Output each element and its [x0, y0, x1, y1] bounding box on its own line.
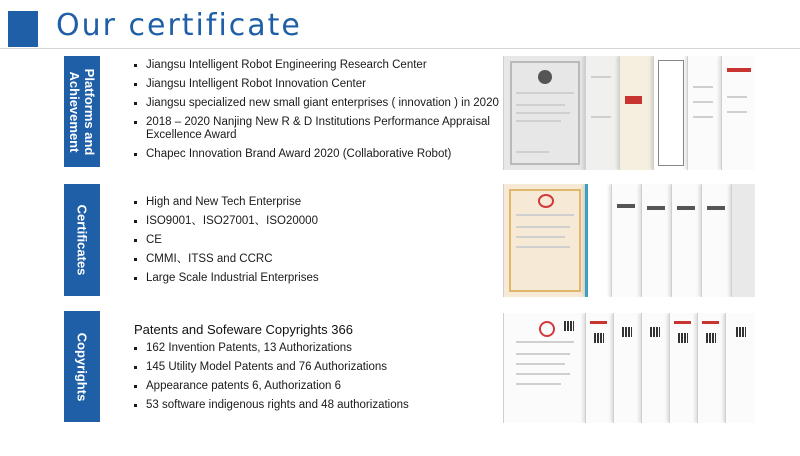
list-item: 162 Invention Patents, 13 Authorizations [134, 342, 409, 355]
certificate-image [701, 184, 732, 297]
list-item: CE [134, 234, 319, 247]
list-item: High and New Tech Enterprise [134, 196, 319, 209]
section-tab-label: Certificates [74, 204, 90, 276]
list-item: Appearance patents 6, Authorization 6 [134, 380, 409, 393]
list-item: Chapec Innovation Brand Award 2020 (Collaborative Robot) [134, 148, 499, 161]
copyrights-heading: Patents and Sofeware Copyrights 366 [134, 322, 353, 337]
section-tab-platforms [64, 56, 100, 167]
patent-certificate-image [585, 313, 614, 423]
certificate-image [611, 184, 642, 297]
patent-certificate-image [503, 313, 586, 423]
patents-image [503, 313, 755, 423]
list-item: Jiangsu specialized new small giant enterprises ( innovation ) in 2020 [134, 97, 499, 110]
list-item: 53 software indigenous rights and 48 authorizations [134, 399, 409, 412]
platforms-list [134, 59, 499, 167]
copyrights-list [134, 342, 409, 418]
certificate-image [619, 56, 654, 170]
list-item: ISO9001、ISO27001、ISO20000 [134, 215, 319, 228]
list-item: 2018 – 2020 Nanjing New R & D Institutions Performance Appraisal Excellence Award [134, 116, 496, 142]
certificate-image [641, 184, 672, 297]
certificates-list [134, 196, 319, 291]
section-tab-certificates [64, 184, 100, 296]
section-tab-copyrights [64, 311, 100, 422]
title-accent-bar [8, 11, 38, 47]
award-certificate-image [503, 56, 586, 170]
platforms-certificates-image [503, 56, 755, 170]
list-item: Jiangsu Intelligent Robot Innovation Center [134, 78, 499, 91]
certificate-image [687, 56, 722, 170]
patent-certificate-image [725, 313, 755, 423]
certificate-image [503, 184, 586, 297]
list-item: 145 Utility Model Patents and 76 Authorizations [134, 361, 409, 374]
list-item: Large Scale Industrial Enterprises [134, 272, 319, 285]
page-title: Our certificate [56, 8, 302, 43]
patent-certificate-image [669, 313, 698, 423]
certificate-image [731, 184, 755, 297]
list-item: Jiangsu Intelligent Robot Engineering Research Center [134, 59, 499, 72]
certificate-image [585, 56, 620, 170]
section-tab-label: Platforms and Achievement [67, 68, 97, 155]
section-tab-label: Copyrights [74, 332, 90, 401]
patent-certificate-image [613, 313, 642, 423]
certificate-image [671, 184, 702, 297]
certificate-image [653, 56, 688, 170]
certificate-image [721, 56, 755, 170]
patent-certificate-image [697, 313, 726, 423]
patent-certificate-image [641, 313, 670, 423]
list-item: CMMI、ITSS and CCRC [134, 253, 319, 266]
certificates-image [503, 184, 755, 297]
title-divider [0, 48, 800, 49]
certificate-image [585, 184, 614, 297]
